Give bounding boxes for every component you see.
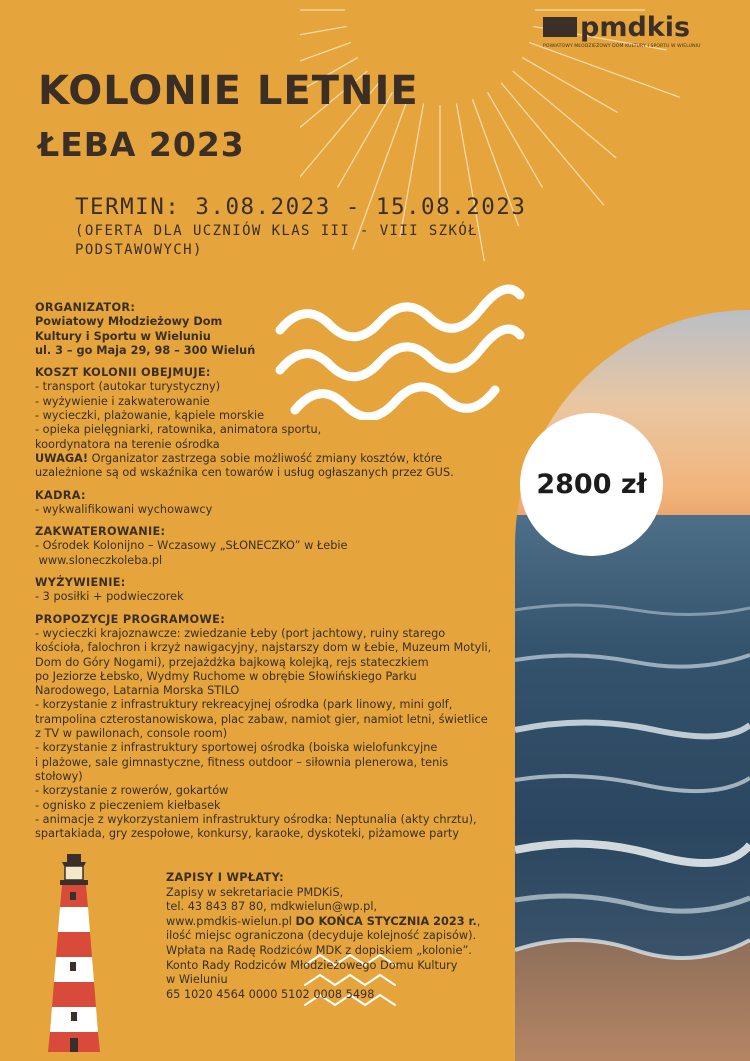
zakwaterowanie-title: ZAKWATEROWANIE: xyxy=(35,525,166,539)
zapisy-line: Zapisy w sekretariacie PMDKiS, xyxy=(166,885,344,899)
koszt-line: - transport (autokar turystyczny) xyxy=(35,380,221,394)
sun-ray xyxy=(501,83,604,206)
zapisy-contact[interactable]: tel. 43 843 87 80, mdkwielun@wp.pl, xyxy=(166,900,378,914)
oferta: (OFERTA DLA UCZNIÓW KLAS III - VIII SZKÓŁ PODSTAWOWYCH) xyxy=(75,223,478,258)
zapisy-deadline xyxy=(166,915,526,930)
bank-account: 65 1020 4564 0000 5102 0008 5498 xyxy=(166,987,375,1001)
zapisy-line: Wpłata na Radę Rodziców MDK z dopiskiem „kolonie”. xyxy=(166,943,472,957)
logo-subtitle: POWIATOWY MŁODZIEŻOWY DOM KULTURY I SPORTU W WIELUNIU xyxy=(543,44,701,49)
koszt-title: KOSZT KOLONII OBEJMUJE: xyxy=(35,366,211,380)
website-link[interactable]: www.pmdkis-wielun.pl xyxy=(166,914,296,928)
organizator-line: Kultury i Sportu w Wieluniu xyxy=(35,329,211,343)
sub-title: ŁEBA 2023 xyxy=(38,125,245,164)
propozycje-line: - korzystanie z rowerów, gokartów xyxy=(35,784,229,798)
propozycje-line: kościoła, falochron i krzyż nawigacyjny, najstarszy dom w Łebie, Muzeum Motyli, xyxy=(35,641,492,655)
propozycje-line: - wycieczki krajoznawcze: zwiedzanie Łeby (port jachtowy, ruiny starego xyxy=(35,626,446,640)
section-organizator xyxy=(35,301,515,358)
zapisy-line: Konto Rady Rodziców Młodzieżowego Domu Kultury xyxy=(166,958,458,972)
section-propozycje xyxy=(35,613,515,842)
organizator-title: ORGANIZATOR: xyxy=(35,301,136,314)
zakwaterowanie-link[interactable]: www.sloneczkoleba.pl xyxy=(35,553,163,567)
section-kadra xyxy=(35,489,515,518)
sun-ray xyxy=(300,26,346,54)
propozycje-line: - korzystanie z infrastruktury sportowej ośrodka (boiska wielofunkcyjne xyxy=(35,741,438,755)
main-title: KOLONIE LETNIE xyxy=(38,68,419,114)
organizator-line: ul. 3 – go Maja 29, 98 – 300 Wieluń xyxy=(35,343,256,357)
propozycje-line: - korzystanie z infrastruktury rekreacyjnej ośrodka (park linowy, mini golf, xyxy=(35,698,453,712)
propozycje-line: spartakiada, gry zespołowe, konkursy, karaoke, dyskoteki, piżamowe party xyxy=(35,827,460,841)
uwaga-label: UWAGA! xyxy=(35,451,89,465)
sea-photo xyxy=(515,310,750,1061)
sea-image xyxy=(515,310,750,1061)
koszt-line: koordynatora na terenie ośrodka xyxy=(35,437,220,451)
koszt-line: - opieka pielęgniarki, ratownika, animatora sportu, xyxy=(35,423,322,437)
zapisy-title: ZAPISY I WPŁATY: xyxy=(166,871,284,884)
lighthouse-icon xyxy=(40,852,110,1057)
section-koszt xyxy=(35,366,515,480)
propozycje-line: Narodowego, Latarnia Morska STILO xyxy=(35,684,240,698)
section-zakwaterowanie xyxy=(35,525,515,568)
propozycje-line: - ognisko z pieczeniem kiełbasek xyxy=(35,798,221,812)
organizator-line: Powiatowy Młodzieżowy Dom xyxy=(35,315,223,329)
logo-text: pmdkis xyxy=(580,12,691,43)
propozycje-line: trampolina czterostanowiskowa, plac zabaw, namiot gier, namiot letni, świetlice xyxy=(35,712,488,726)
propozycje-title: PROPOZYCJE PROGRAMOWE: xyxy=(35,612,226,626)
propozycje-line: - animacje z wykorzystaniem infrastruktury ośrodka: Neptunalia (akty chrztu), xyxy=(35,812,477,826)
price-badge xyxy=(520,413,663,556)
zakwaterowanie-line: - Ośrodek Kolonijno – Wczasowy „SŁONECZKO” w Łebie xyxy=(35,539,348,553)
kadra-line: - wykwalifikowani wychowawcy xyxy=(35,502,213,516)
propozycje-line: i plażowe, sale gimnastyczne, fitness outdoor – siłownia plenerowa, tenis xyxy=(35,755,449,769)
propozycje-line: po Jeziorze Łebsko, Wydmy Ruchome w obrębie Słowińskiego Parku xyxy=(35,669,417,683)
propozycje-line: Dom do Góry Nogami), przejażdżka bajkową kolejką, rejs stateczkiem xyxy=(35,655,429,669)
deadline: DO KOŃCA STYCZNIA 2023 r. xyxy=(295,914,477,928)
sun-ray xyxy=(529,42,679,97)
logo xyxy=(543,14,728,49)
uwaga-text: Organizator zastrzega sobie możliwość zmiany kosztów, które uzależnione są od wskaźnika cen towarów i usług ogłaszanych przez GUS. xyxy=(35,451,454,480)
content xyxy=(35,301,515,849)
kadra-title: KADRA: xyxy=(35,488,86,502)
section-wyzywienie xyxy=(35,576,515,605)
logo-mark-icon xyxy=(543,17,577,37)
zapisy-section xyxy=(166,871,526,1002)
koszt-line: - wyżywienie i zakwaterowanie xyxy=(35,394,210,408)
koszt-line: - wycieczki, plażowanie, kąpiele morskie xyxy=(35,409,265,423)
zapisy-line: w Wieluniu xyxy=(166,973,228,987)
wyzywienie-line: - 3 posiłki + podwieczorek xyxy=(35,590,184,604)
uwaga-note xyxy=(35,452,485,481)
propozycje-line: z TV w pawilonach, console room) xyxy=(35,727,228,741)
wyzywienie-title: WYŻYWIENIE: xyxy=(35,576,126,590)
deadline-comma: , xyxy=(476,914,481,928)
price-text: 2800 zł xyxy=(536,469,647,500)
termin: TERMIN: 3.08.2023 - 15.08.2023 xyxy=(75,194,527,220)
zapisy-line: ilość miejsc ograniczona (decyduje kolejność zapisów). xyxy=(166,929,477,943)
propozycje-line: stołowy) xyxy=(35,769,83,783)
sun-ray xyxy=(522,58,617,113)
sun-ray xyxy=(488,92,543,187)
